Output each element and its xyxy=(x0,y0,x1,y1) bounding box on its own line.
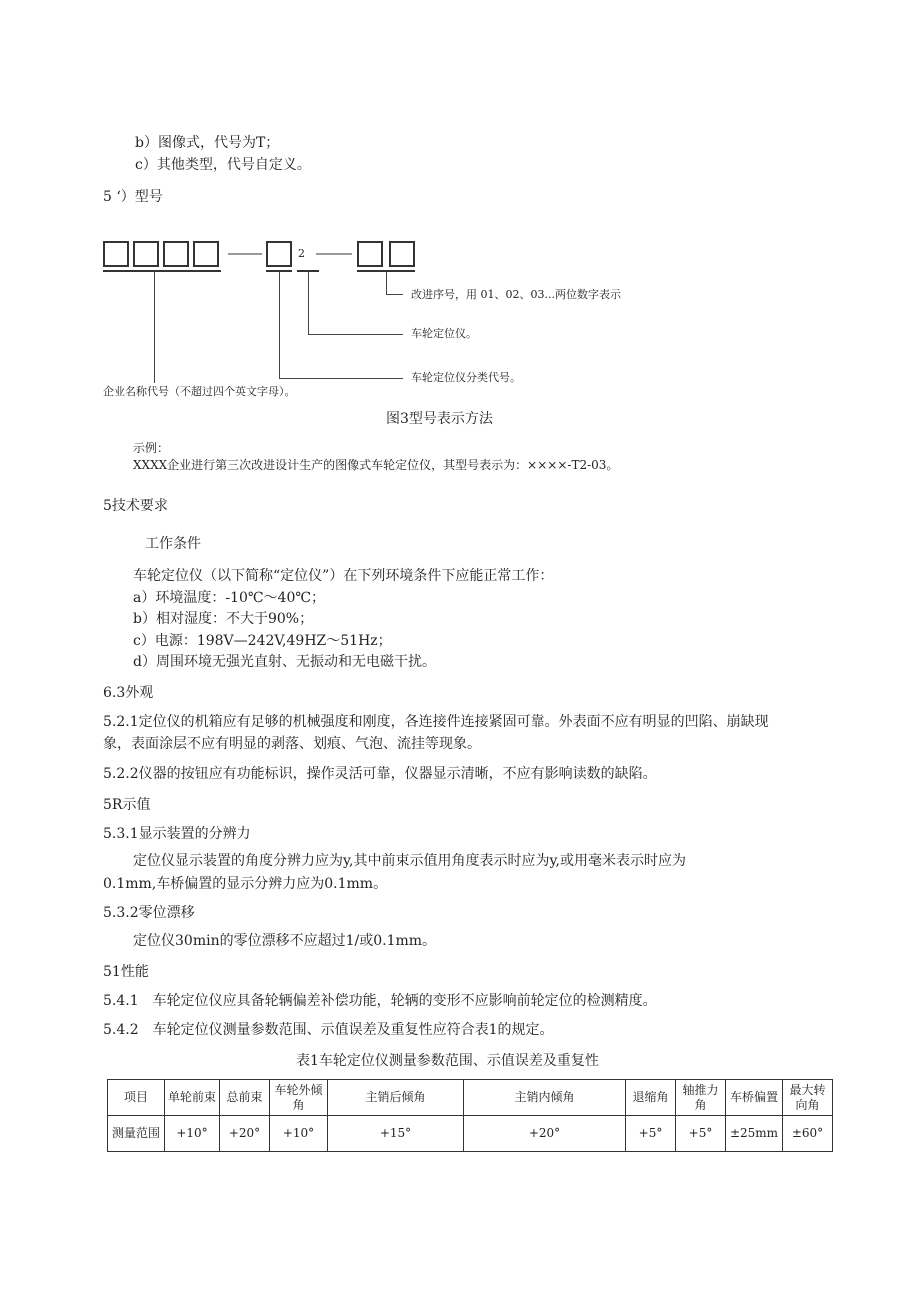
table-header-cell: 最大转向角 xyxy=(783,1080,833,1116)
leader-line xyxy=(386,294,403,295)
table-header-cell: 项目 xyxy=(108,1080,165,1116)
paragraph-5-3-1-line1: 定位仪显示装置的角度分辨力应为y,其中前束示值用角度表示时应为y,或用毫米表示时应为 xyxy=(133,853,686,869)
paragraph-5-4-1: 5.4.1 车轮定位仪应具备轮辆偏差补偿功能，轮辆的变形不应影响前轮定位的检测精度。 xyxy=(103,993,657,1009)
dash xyxy=(316,253,352,255)
table-cell: +20° xyxy=(220,1116,270,1152)
example-text: XXXX企业进行第三次改进设计生产的图像式车轮定位仪，其型号表示为：××××-T2-03。 xyxy=(133,458,619,472)
leader-line xyxy=(279,378,403,379)
dash xyxy=(228,253,262,255)
heading-appearance: 6.3外观 xyxy=(103,685,154,701)
table-cell: +5° xyxy=(626,1116,676,1152)
conditions-intro: 车轮定位仪（以下简称“定位仪”）在下列环境条件下应能正常工作： xyxy=(133,568,554,584)
table-header-cell: 单轮前束 xyxy=(165,1080,220,1116)
paragraph-5-2-1-line1: 5.2.1定位仪的机箱应有足够的机械强度和刚度，各连接件连接紧固可靠。外表面不应有明显的凹陷、崩缺现 xyxy=(103,714,769,730)
table-header-cell: 主销后倾角 xyxy=(328,1080,464,1116)
code-box xyxy=(193,241,219,267)
bracket xyxy=(103,270,221,272)
label-device: 车轮定位仪。 xyxy=(411,327,477,340)
table-header-cell: 轴推力角 xyxy=(676,1080,726,1116)
table-row xyxy=(108,1116,833,1152)
table-header-cell: 退缩角 xyxy=(626,1080,676,1116)
paragraph-5-3-2: 定位仪30min的零位漂移不应超过1/或0.1mm。 xyxy=(133,933,437,949)
condition-d: d）周围环境无强光直射、无振动和无电磁干扰。 xyxy=(133,654,436,670)
heading-performance: 51性能 xyxy=(103,964,149,980)
list-item-c: c）其他类型，代号自定义。 xyxy=(135,157,311,173)
code-box xyxy=(389,241,415,267)
table-title: 表1车轮定位仪测量参数范围、示值误差及重复性 xyxy=(296,1053,599,1069)
table-cell: ±60° xyxy=(783,1116,833,1152)
table-header-cell: 主销内倾角 xyxy=(464,1080,626,1116)
label-company: 企业名称代号（不超过四个英文字母）。 xyxy=(103,385,296,398)
table-cell: +5° xyxy=(676,1116,726,1152)
condition-c: c）电源：198V—242V,49HZ～51Hz； xyxy=(133,633,392,649)
table-cell: +10° xyxy=(165,1116,220,1152)
table-cell: ±25mm xyxy=(726,1116,783,1152)
label-class: 车轮定位仪分类代号。 xyxy=(411,371,521,384)
code-box xyxy=(133,241,159,267)
table-header-cell: 车轮外倾角 xyxy=(270,1080,328,1116)
figure-caption: 图3型号表示方法 xyxy=(386,411,493,427)
code-box xyxy=(163,241,189,267)
code-box xyxy=(357,241,383,267)
table-header-cell: 车桥偏置 xyxy=(726,1080,783,1116)
paragraph-5-2-1-line2: 象，表面涂层不应有明显的剥落、划痕、气泡、流挂等现象。 xyxy=(103,736,481,752)
table-row-label: 测量范围 xyxy=(108,1116,165,1152)
model-digit: 2 xyxy=(298,247,305,260)
table-cell: +20° xyxy=(464,1116,626,1152)
heading-5-3-2: 5.3.2零位漂移 xyxy=(103,905,195,921)
code-box xyxy=(103,241,129,267)
leader-line xyxy=(154,272,155,383)
example-label: 示例： xyxy=(133,441,170,455)
label-improve: 改进序号，用 01、02、03...两位数字表示 xyxy=(411,288,621,301)
heading-5-3-1: 5.3.1显示装置的分辨力 xyxy=(103,826,251,842)
table-header-row xyxy=(108,1080,833,1116)
heading-tech: 5技术要求 xyxy=(103,498,168,514)
code-box xyxy=(266,241,292,267)
spec-table xyxy=(107,1079,833,1152)
list-item-b: b）图像式，代号为T； xyxy=(135,135,280,151)
condition-b: b）相对湿度：不大于90%； xyxy=(133,611,314,627)
leader-line xyxy=(279,272,280,378)
leader-line xyxy=(308,272,309,334)
section-heading-model: 5 ‘）型号 xyxy=(103,189,163,205)
table-cell: +15° xyxy=(328,1116,464,1152)
leader-line xyxy=(308,334,403,335)
paragraph-5-2-2: 5.2.2仪器的按钮应有功能标识，操作灵活可靠，仪器显示清晰，不应有影响读数的缺陷。 xyxy=(103,766,657,782)
condition-a: a）环境温度：-10℃～40℃； xyxy=(133,590,326,606)
heading-display: 5R示值 xyxy=(103,797,151,813)
paragraph-5-4-2: 5.4.2 车轮定位仪测量参数范围、示值误差及重复性应符合表1的规定。 xyxy=(103,1022,554,1038)
heading-conditions: 工作条件 xyxy=(145,536,201,552)
paragraph-5-3-1-line2: 0.1mm,车桥偏置的显示分辨力应为0.1mm。 xyxy=(103,876,388,892)
table-cell: +10° xyxy=(270,1116,328,1152)
leader-line xyxy=(386,272,387,294)
table-header-cell: 总前束 xyxy=(220,1080,270,1116)
